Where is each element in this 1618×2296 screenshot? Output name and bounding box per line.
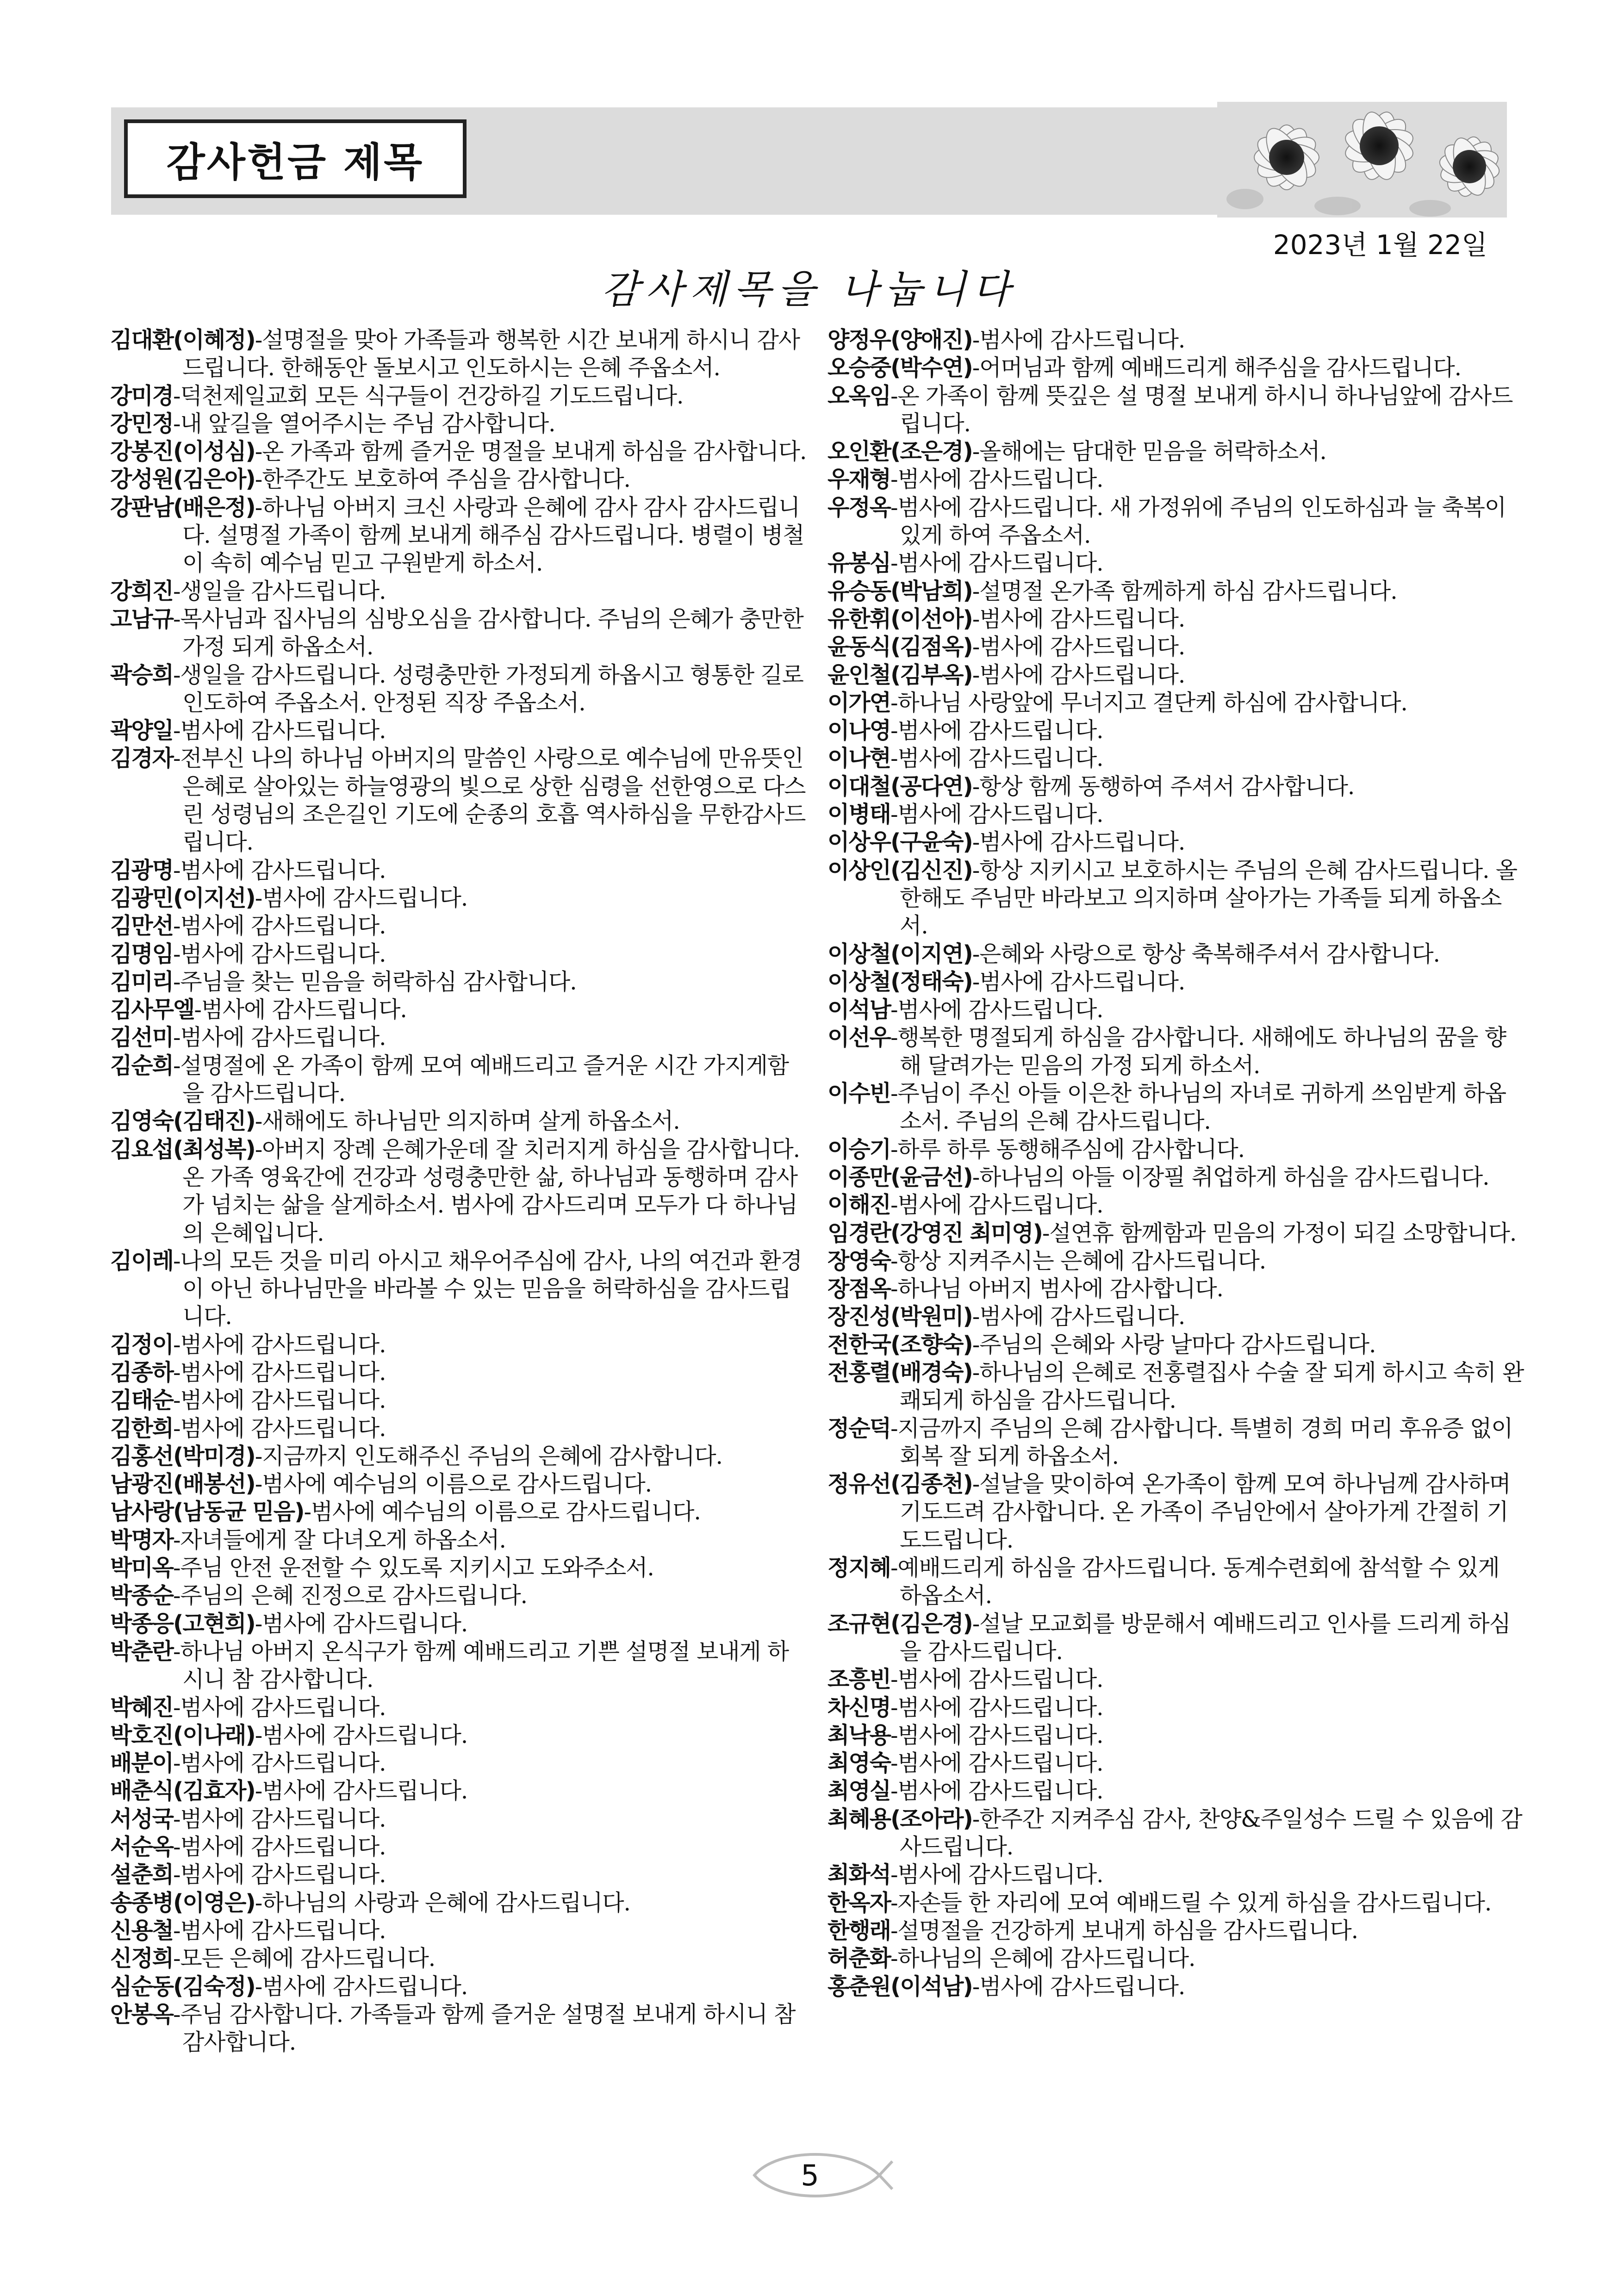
thanks-entry [110,1498,809,1526]
donor-name: 김광명 [110,857,174,884]
thanks-entry [828,1722,1526,1749]
donor-name: 홍춘원(이석남) [828,1973,972,2000]
thanks-entry [828,940,1526,968]
donor-name: 이상인(김신진) [828,857,972,884]
thanks-entry [828,494,1526,550]
thanks-entry [110,1415,809,1443]
thanks-entry [110,1470,809,1498]
donor-name: 강판남(배은정) [110,494,255,521]
thanks-text: -범사에 예수님의 이름으로 감사드립니다. [255,1471,652,1498]
thanks-entry [110,996,809,1024]
thanks-text: -범사에 감사드립니다. [890,466,1103,493]
thanks-entry [110,1136,809,1247]
thanks-text: -범사에 감사드립니다. [890,801,1103,828]
donor-name: 이상철(정태숙) [828,968,972,995]
thanks-text: -범사에 감사드립니다. [173,1387,386,1414]
donor-name: 김광민(이지선) [110,884,255,911]
donor-name: 신정희 [110,1945,174,1972]
donor-name: 김사무엘 [110,996,194,1023]
thanks-entry [110,1108,809,1135]
thanks-entry [110,1582,809,1610]
donor-name: 전홍렬(배경숙) [828,1359,972,1386]
thanks-text: -범사에 감사드립니다. [972,634,1185,660]
thanks-entry [110,1052,809,1108]
thanks-text: -하나님 아버지 범사에 감사합니다. [890,1276,1223,1302]
thanks-text: -범사에 감사드립니다. [173,913,386,940]
thanks-text: -설명절을 맞아 가족들과 행복한 시간 보내게 하시니 감사드립니다. 한해동안 돌보시고 인도하시는 은혜 주옵소서. [182,327,800,381]
thanks-entry [110,661,809,717]
thanks-text: -주님 안전 운전할 수 있도록 지키시고 도와주소서. [173,1555,654,1581]
thanks-text: -범사에 감사드립니다. [972,968,1185,995]
thanks-text: -온 가족이 함께 뜻깊은 설 명절 보내게 하시니 하나님앞에 감사드립니다. [890,382,1513,437]
thanks-entry [110,1610,809,1638]
donor-name: 고남규 [110,605,174,632]
right-column [828,326,1526,2001]
donor-name: 이선우 [828,1024,891,1051]
donor-name: 정지혜 [828,1555,891,1581]
thanks-entry [110,857,809,884]
thanks-entry [110,1917,809,1945]
thanks-text: -전부신 나의 하나님 아버지의 말씀인 사랑으로 예수님에 만유뜻인 은혜로 살아있는 하늘영광의 빛으로 상한 심령을 선한영으로 다스린 성령님의 조은길인 기도에 순종의 호흡 역사하심을 무한감사드립니다. [173,745,806,856]
thanks-entry [828,1694,1526,1722]
thanks-text: -범사에 감사드립니다. [972,605,1185,632]
thanks-entry [110,1889,809,1917]
thanks-entry [110,1554,809,1582]
thanks-entry [828,326,1526,354]
thanks-entry [828,1470,1526,1554]
thanks-text: -설날 모교회를 방문해서 예배드리고 인사를 드리게 하심을 감사드립니다. [900,1610,1511,1665]
thanks-text: -하나님 아버지 크신 사랑과 은혜에 감사 감사 감사드립니다. 설명절 가족이 함께 보내게 해주심 감사드립니다. 병렬이 병철이 속히 예수님 믿고 구원받게 하소서. [182,494,804,577]
donor-name: 이석남 [828,996,891,1023]
thanks-entry [828,1415,1526,1471]
donor-name: 최혜용(조아라) [828,1805,972,1832]
thanks-entry [110,1945,809,1972]
donor-name: 송종병(이영은) [110,1889,255,1916]
donor-name: 오승중(박수연) [828,355,972,381]
thanks-entry [828,661,1526,689]
thanks-entry [110,438,809,466]
thanks-entry [110,1359,809,1387]
thanks-text: -범사에 감사드립니다. [173,1415,386,1442]
thanks-text: -모든 은혜에 감사드립니다. [173,1945,435,1972]
donor-name: 배분이 [110,1750,174,1777]
thanks-text: -범사에 감사드립니다. [173,1834,386,1860]
donor-name: 양정우(양애진) [828,327,972,353]
thanks-text: -범사에 감사드립니다. [890,745,1103,772]
thanks-text: -지금까지 주님의 은혜 감사합니다. 특별히 경희 머리 후유증 없이 회복 잘 되게 하옵소서. [890,1415,1513,1469]
section-title: 감사헌금 제목 [124,119,467,198]
thanks-entry [828,1303,1526,1331]
donor-name: 서순옥 [110,1834,174,1860]
thanks-text: -생일을 감사드립니다. [173,578,386,604]
thanks-entry [828,745,1526,772]
thanks-entry [110,382,809,410]
donor-name: 심순동(김숙정) [110,1973,255,2000]
donor-name: 윤인철(김부옥) [828,661,972,688]
thanks-entry [110,494,809,578]
thanks-text: -예배드리게 하심을 감사드립니다. 동계수련회에 참석할 수 있게 하옵소서. [890,1555,1500,1609]
thanks-entry [828,1331,1526,1359]
sunflower-decoration-icon [1217,102,1507,218]
donor-name: 윤동식(김점옥) [828,634,972,660]
thanks-text: -범사에 감사드립니다. 새 가정위에 주님의 인도하심과 늘 축복이 있게 하여 주옵소서. [890,494,1506,549]
donor-name: 조흥빈 [828,1666,891,1693]
thanks-text: -한주간 지켜주심 감사, 찬양&주일성수 드릴 수 있음에 감사드립니다. [900,1805,1522,1860]
thanks-entry [828,1861,1526,1889]
thanks-text: -설연휴 함께함과 믿음의 가정이 되길 소망합니다. [1042,1220,1517,1246]
thanks-entry [110,1777,809,1805]
thanks-text: -주님 감사합니다. 가족들과 함께 즐거운 설명절 보내게 하시니 참 감사합니다. [173,2001,796,2056]
page-number: 5 [801,2158,819,2192]
thanks-text: -자손들 한 자리에 모여 예배드릴 수 있게 하심을 감사드립니다. [890,1889,1492,1916]
donor-name: 김만선 [110,913,174,940]
donor-name: 전한국(조향숙) [828,1331,972,1358]
donor-name: 장진성(박원미) [828,1303,972,1330]
thanks-entry [828,438,1526,466]
thanks-entry [110,1387,809,1414]
thanks-entry [110,1722,809,1749]
thanks-entry [110,1833,809,1861]
donor-name: 박혜진 [110,1694,174,1721]
donor-name: 유승동(박남희) [828,578,972,604]
donor-name: 한옥자 [828,1889,891,1916]
thanks-text: -범사에 감사드립니다. [890,1694,1103,1721]
thanks-text: -범사에 감사드립니다. [890,717,1103,744]
thanks-entry [828,1136,1526,1164]
donor-name: 임경란(강영진 최미영) [828,1220,1042,1246]
donor-name: 강민정 [110,410,174,437]
donor-name: 차신명 [828,1694,891,1721]
thanks-text: -항상 지켜주시는 은혜에 감사드립니다. [890,1247,1266,1274]
donor-name: 박명자 [110,1526,174,1553]
thanks-entry [828,828,1526,856]
thanks-entry [110,578,809,605]
thanks-entry [110,1861,809,1889]
thanks-entry [828,968,1526,996]
thanks-text: -설명절에 온 가족이 함께 모여 예배드리고 즐거운 시간 가지게함을 감사드립니다. [173,1052,789,1107]
thanks-entry [828,1610,1526,1666]
thanks-entry [110,466,809,493]
donor-name: 한행래 [828,1917,891,1944]
thanks-entry [828,1973,1526,2001]
thanks-entry [828,801,1526,828]
donor-name: 이가연 [828,689,891,716]
thanks-text: -설명절 온가족 함께하게 하심 감사드립니다. [972,578,1397,604]
thanks-entry [110,1973,809,2001]
thanks-text: -범사에 감사드립니다. [173,717,386,744]
thanks-entry [110,410,809,438]
thanks-entry [828,1889,1526,1917]
thanks-entry [110,326,809,382]
donor-name: 김홍선(박미경) [110,1443,255,1469]
thanks-entry [110,968,809,996]
thanks-text: -덕천제일교회 모든 식구들이 건강하길 기도드립니다. [173,382,684,409]
thanks-entry [828,1777,1526,1805]
thanks-entry [828,1080,1526,1136]
thanks-text: -범사에 감사드립니다. [173,1861,386,1888]
thanks-text: -생일을 감사드립니다. 성령충만한 가정되게 하옵시고 형통한 길로 인도하여 주옵소서. 안정된 직장 주옵소서. [173,661,803,716]
thanks-entry [828,1945,1526,1972]
thanks-entry [110,605,809,661]
donor-name: 이상우(구윤숙) [828,829,972,856]
thanks-text: -지금까지 인도해주신 주님의 은혜에 감사합니다. [255,1443,722,1469]
thanks-entry [828,996,1526,1024]
donor-name: 김한희 [110,1415,174,1442]
thanks-text: -범사에 감사드립니다. [890,550,1103,577]
donor-name: 장점옥 [828,1276,891,1302]
thanks-text: -한주간도 보호하여 주심을 감사합니다. [255,466,630,493]
donor-name: 최영숙 [828,1750,891,1777]
donor-name: 유봉심 [828,550,891,577]
thanks-entry [828,1191,1526,1219]
thanks-text: -하나님 아버지 온식구가 함께 예배드리고 기쁜 설명절 보내게 하시니 참 감사합니다. [173,1638,789,1693]
thanks-entry [110,1805,809,1833]
thanks-text: -하나님의 사랑과 은혜에 감사드립니다. [255,1889,630,1916]
thanks-entry [828,1024,1526,1080]
donor-name: 김영숙(김태진) [110,1108,255,1135]
thanks-text: -범사에 감사드립니다. [255,1722,468,1748]
thanks-text: -범사에 감사드립니다. [890,1192,1103,1219]
thanks-entry [828,354,1526,382]
donor-name: 이대철(공다연) [828,773,972,800]
thanks-text: -나의 모든 것을 미리 아시고 채우어주심에 감사, 나의 여건과 환경이 아닌 하나님만을 바라볼 수 있는 믿음을 허락하심을 감사드립니다. [173,1247,802,1330]
donor-name: 이나현 [828,745,891,772]
donor-name: 김태순 [110,1387,174,1414]
thanks-entry [828,717,1526,745]
thanks-text: -올해에는 담대한 믿음을 허락하소서. [972,438,1326,465]
donor-name: 안봉옥 [110,2001,174,2028]
donor-name: 강미경 [110,382,174,409]
thanks-entry [110,1638,809,1694]
donor-name: 박호진(이나래) [110,1722,255,1748]
thanks-text: -범사에 감사드립니다. [255,1778,468,1804]
thanks-text: -하루 하루 동행해주심에 감사합니다. [890,1136,1245,1163]
donor-name: 곽양일 [110,717,174,744]
thanks-entry [110,1526,809,1554]
thanks-text: -범사에 감사드립니다. [255,1973,468,2000]
thanks-entry [110,1024,809,1052]
donor-name: 이나영 [828,717,891,744]
donor-name: 설춘희 [110,1861,174,1888]
thanks-text: -하나님의 은혜로 전홍렬집사 수술 잘 되게 하시고 속히 완쾌되게 하심을 감사드립니다. [900,1359,1524,1414]
donor-name: 오옥임 [828,382,891,409]
thanks-text: -범사에 감사드립니다. [194,996,407,1023]
thanks-entry [828,1220,1526,1247]
thanks-text: -주님을 찾는 믿음을 허락하심 감사합니다. [173,968,577,995]
thanks-text: -항상 함께 동행하여 주셔서 감사합니다. [972,773,1355,800]
thanks-text: -아버지 장례 은혜가운데 잘 치러지게 하심을 감사합니다. 온 가족 영육간에 건강과 성령충만한 삶, 하나님과 동행하며 감사가 넘치는 삶을 살게하소서. 범사에 감사드리며 모두가 다 하나님의 은혜입니다. [182,1136,800,1246]
thanks-text: -내 앞길을 열어주시는 주님 감사합니다. [173,410,555,437]
thanks-text: -항상 지키시고 보호하시는 주님의 은혜 감사드립니다. 올 한해도 주님만 바라보고 의지하며 살아가는 가족들 되게 하옵소서. [900,857,1517,940]
donor-name: 이수빈 [828,1080,891,1107]
donor-name: 김대환(이혜정) [110,327,255,353]
donor-name: 이해진 [828,1192,891,1219]
thanks-text: -범사에 감사드립니다. [890,1666,1103,1693]
thanks-text: -행복한 명절되게 하심을 감사합니다. 새해에도 하나님의 꿈을 향해 달려가는 믿음의 가정 되게 하소서. [890,1024,1506,1079]
thanks-text: -은혜와 사랑으로 항상 축복해주셔서 감사합니다. [972,940,1440,967]
thanks-text: -범사에 감사드립니다. [890,1861,1103,1888]
left-column [110,326,809,2056]
donor-name: 남광진(배봉선) [110,1471,255,1498]
donor-name: 우재형 [828,466,891,493]
thanks-text: -범사에 감사드립니다. [173,1805,386,1832]
thanks-text: -자녀들에게 잘 다녀오게 하옵소서. [173,1526,506,1553]
thanks-entry [110,912,809,940]
donor-name: 최영실 [828,1778,891,1804]
thanks-text: -하나님 사랑앞에 무너지고 결단케 하심에 감사합니다. [890,689,1407,716]
donor-name: 이승기 [828,1136,891,1163]
thanks-entry [828,633,1526,661]
thanks-text: -어머님과 함께 예배드리게 해주심을 감사드립니다. [972,355,1461,381]
thanks-text: -범사에 감사드립니다. [890,1750,1103,1777]
thanks-entry [828,1359,1526,1415]
thanks-text: -범사에 감사드립니다. [173,857,386,884]
thanks-text: -온 가족과 함께 즐거운 명절을 보내게 하심을 감사합니다. [255,438,807,465]
thanks-text: -목사님과 집사님의 심방오심을 감사합니다. 주님의 은혜가 충만한 가정 되게 하옵소서. [173,605,803,660]
date: 2023년 1월 22일 [1273,229,1487,261]
thanks-text: -하나님의 아들 이장필 취업하게 하심을 감사드립니다. [972,1164,1489,1190]
donor-name: 신용철 [110,1917,174,1944]
thanks-entry [828,466,1526,493]
thanks-text: -범사에 감사드립니다. [255,1610,468,1637]
donor-name: 이병태 [828,801,891,828]
donor-name: 김이레 [110,1247,174,1274]
donor-name: 최낙용 [828,1722,891,1748]
thanks-text: -범사에 감사드립니다. [890,1722,1103,1748]
thanks-text: -범사에 감사드립니다. [890,1778,1103,1804]
donor-name: 이종만(윤금선) [828,1164,972,1190]
donor-name: 조규현(김은경) [828,1610,972,1637]
thanks-entry [828,578,1526,605]
donor-name: 김선미 [110,1024,174,1051]
thanks-text: -범사에 감사드립니다. [255,884,468,911]
thanks-entry [828,1749,1526,1777]
donor-name: 정유선(김종천) [828,1471,972,1498]
thanks-entry [828,773,1526,801]
donor-name: 강성원(김은아) [110,466,255,493]
thanks-entry [828,605,1526,633]
thanks-entry [828,1164,1526,1191]
donor-name: 남사랑(남동균 믿음) [110,1499,304,1525]
thanks-entry [110,2001,809,2057]
donor-name: 배춘식(김효자) [110,1778,255,1804]
thanks-text: -범사에 감사드립니다. [972,1973,1185,2000]
thanks-entry [110,1247,809,1331]
donor-name: 이상철(이지연) [828,940,972,967]
donor-name: 김명임 [110,940,174,967]
donor-name: 박미옥 [110,1555,174,1581]
thanks-text: -범사에 감사드립니다. [173,1917,386,1944]
thanks-entry [110,1331,809,1359]
thanks-entry [110,884,809,912]
donor-name: 박종응(고현희) [110,1610,255,1637]
donor-name: 강봉진(이성심) [110,438,255,465]
donor-name: 장영숙 [828,1247,891,1274]
thanks-text: -범사에 감사드립니다. [173,1694,386,1721]
donor-name: 최화석 [828,1861,891,1888]
thanks-entry [828,1917,1526,1945]
thanks-text: -하나님의 은혜에 감사드립니다. [890,1945,1195,1972]
donor-name: 우정옥 [828,494,891,521]
thanks-text: -새해에도 하나님만 의지하며 살게 하옵소서. [255,1108,680,1135]
thanks-entry [110,745,809,856]
thanks-text: -설명절을 건강하게 보내게 하심을 감사드립니다. [890,1917,1358,1944]
donor-name: 김경자 [110,745,174,772]
thanks-text: -범사에 감사드립니다. [972,661,1185,688]
donor-name: 김순희 [110,1052,174,1079]
thanks-text: -범사에 감사드립니다. [972,829,1185,856]
thanks-text: -범사에 감사드립니다. [173,1024,386,1051]
thanks-text: -주님이 주신 아들 이은찬 하나님의 자녀로 귀하게 쓰임받게 하옵소서. 주님의 은혜 감사드립니다. [890,1080,1506,1135]
donor-name: 박종순 [110,1582,174,1609]
thanks-entry [828,1805,1526,1861]
page-subtitle: 감사제목을 나눕니다 [601,267,1017,312]
thanks-entry [828,1666,1526,1693]
thanks-text: -범사에 감사드립니다. [173,940,386,967]
donor-name: 김정이 [110,1331,174,1358]
donor-name: 김요섭(최성복) [110,1136,255,1163]
thanks-entry [828,1275,1526,1303]
thanks-entry [828,689,1526,717]
thanks-text: -범사에 감사드립니다. [890,996,1103,1023]
thanks-entry [110,1443,809,1470]
donor-name: 정순덕 [828,1415,891,1442]
thanks-text: -범사에 감사드립니다. [173,1750,386,1777]
thanks-entry [828,857,1526,940]
thanks-text: -주님의 은혜와 사랑 날마다 감사드립니다. [972,1331,1376,1358]
thanks-text: -주님의 은혜 진정으로 감사드립니다. [173,1582,527,1609]
thanks-text: -범사에 예수님의 이름으로 감사드립니다. [304,1499,701,1525]
thanks-text: -설날을 맞이하여 온가족이 함께 모여 하나님께 감사하며 기도드려 감사합니다. 온 가족이 주님안에서 살아가게 간절히 기도드립니다. [900,1471,1511,1553]
thanks-entry [828,1247,1526,1275]
thanks-entry [828,549,1526,577]
thanks-text: -범사에 감사드립니다. [173,1359,386,1386]
donor-name: 서성국 [110,1805,174,1832]
thanks-entry [110,1749,809,1777]
thanks-entry [110,940,809,968]
thanks-entry [110,717,809,745]
thanks-text: -범사에 감사드립니다. [972,1303,1185,1330]
thanks-entry [828,1554,1526,1610]
donor-name: 허춘화 [828,1945,891,1972]
donor-name: 강희진 [110,578,174,604]
donor-name: 유한휘(이선아) [828,605,972,632]
thanks-entry [110,1694,809,1722]
donor-name: 김미리 [110,968,174,995]
thanks-text: -범사에 감사드립니다. [173,1331,386,1358]
thanks-entry [828,382,1526,438]
donor-name: 오인환(조은경) [828,438,972,465]
donor-name: 박춘란 [110,1638,174,1665]
donor-name: 곽승희 [110,661,174,688]
thanks-text: -범사에 감사드립니다. [972,327,1185,353]
donor-name: 김종하 [110,1359,174,1386]
